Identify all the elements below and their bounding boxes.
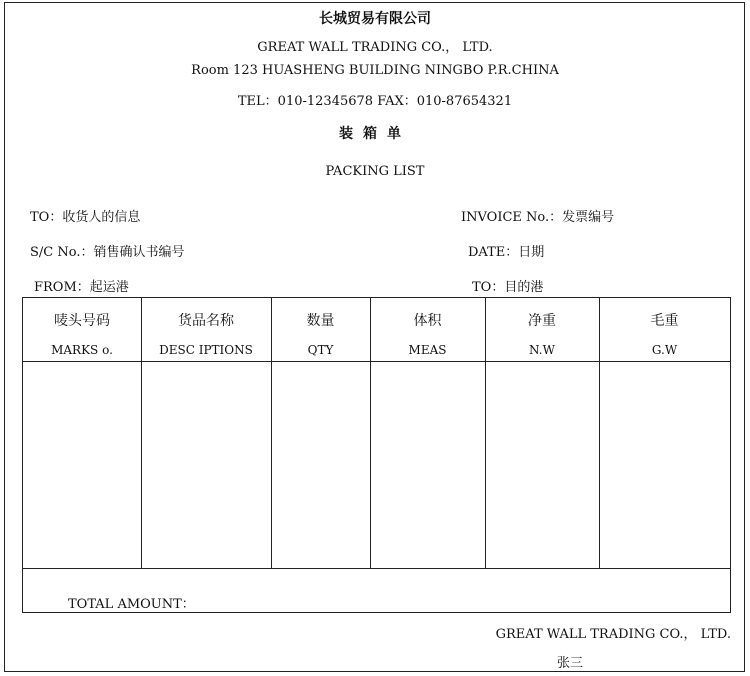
company-address: Room 123 HUASHENG BUILDING NINGBO P.R.CHINA [191, 63, 559, 78]
packing-table [22, 297, 731, 613]
column-header-descriptions-en: DESC IPTIONS [159, 343, 253, 357]
company-contact: TEL：010-12345678 FAX：010-87654321 [237, 94, 513, 109]
total-divider [23, 568, 730, 569]
port-of-destination-field: TO：目的港 [472, 280, 544, 295]
invoice-number-field: INVOICE No.：发票编号 [461, 210, 615, 225]
column-header-meas-cn: 体积 [413, 313, 442, 329]
column-divider [599, 298, 600, 568]
column-header-net-weight-en: N.W [529, 343, 555, 357]
column-divider [485, 298, 486, 568]
header-divider [23, 361, 730, 362]
port-of-loading-field: FROM：起运港 [34, 280, 129, 295]
column-divider [370, 298, 371, 568]
footer-company-name: GREAT WALL TRADING CO.， LTD. [495, 627, 731, 642]
date-field: DATE：日期 [468, 245, 545, 260]
consignee-field: TO：收货人的信息 [30, 210, 141, 225]
column-header-descriptions-cn: 货品名称 [178, 313, 234, 329]
document-title-cn: 装箱单 [339, 126, 411, 142]
sales-contract-field: S/C No.：销售确认书编号 [30, 245, 185, 260]
column-header-gross-weight-en: G.W [651, 343, 678, 357]
column-divider [141, 298, 142, 568]
column-divider [271, 298, 272, 568]
footer-signatory: 张三 [557, 656, 584, 671]
column-header-qty-en: QTY [307, 343, 334, 357]
column-header-qty-cn: 数量 [306, 313, 335, 329]
column-header-net-weight-cn: 净重 [528, 313, 556, 329]
column-header-marks-cn: 唛头号码 [54, 313, 110, 329]
total-amount-label: TOTAL AMOUNT： [68, 597, 195, 612]
document-title-en: PACKING LIST [325, 164, 425, 179]
column-header-meas-en: MEAS [408, 343, 447, 357]
company-name-cn: 长城贸易有限公司 [319, 11, 431, 27]
column-header-gross-weight-cn: 毛重 [650, 313, 679, 329]
company-name-en: GREAT WALL TRADING CO.， LTD. [257, 40, 493, 55]
column-header-marks-en: MARKS o. [51, 343, 113, 357]
